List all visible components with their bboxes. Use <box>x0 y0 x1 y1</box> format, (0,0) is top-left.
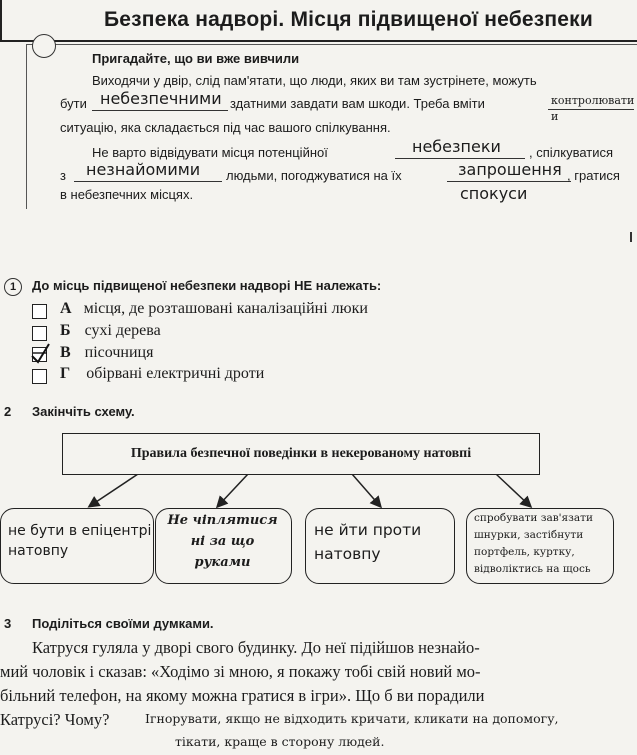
diagram-arrows <box>0 472 637 512</box>
answer-blank-5: запрошення <box>458 160 562 179</box>
option-g-checkbox[interactable] <box>32 369 47 384</box>
option-v-text: пісочниця <box>84 344 154 361</box>
option-b-text: сухі дерева <box>84 322 161 339</box>
node-4-line1: спробувати зав'язати <box>474 512 593 524</box>
node-2-line1: Не чіплятися <box>167 513 278 528</box>
answer-underline-5 <box>447 181 571 182</box>
question1-number: 1 <box>4 278 22 296</box>
recall-text-line5-mid: людьми, погоджуватися на їх <box>226 168 402 183</box>
node-1-line2: натовпу <box>8 543 69 559</box>
recall-text-line4-start: Не варто відвідувати місця потенційної <box>92 145 328 160</box>
title-divider <box>0 40 637 42</box>
node-1-line1: не бути в епіцентрі <box>8 523 152 539</box>
option-a-checkbox[interactable] <box>32 304 47 319</box>
margin-rule <box>0 0 2 40</box>
question1-text: До місць підвищеної небезпеки надворі НЕ належать: <box>32 278 382 293</box>
diagram-node-4-text <box>474 510 593 578</box>
story-line2: мий чоловік і сказав: «Ходімо зі мною, я покажу тобі свій новий мо- <box>0 662 481 681</box>
answer-underline-1 <box>92 110 228 111</box>
question2-number: 2 <box>4 404 12 419</box>
node-3-line2: натовпу <box>314 545 381 563</box>
recall-text-line2-end: здатними завдати вам шкоди. Треба вміти <box>230 96 485 111</box>
checkmark-icon <box>29 342 53 366</box>
story-line1: Катруся гуляла у дворі свого будинку. До неї підійшов незнайо- <box>32 638 480 657</box>
answer-blank-6: спокуси <box>460 184 528 203</box>
diagram-title: Правила безпечної поведінки в некерованому натовпі <box>62 433 540 475</box>
story-line4: Катрусі? Чому? <box>0 710 110 729</box>
option-a-letter: А <box>60 300 72 317</box>
option-g-letter: Г <box>60 365 71 382</box>
option-v-letter: В <box>60 344 71 361</box>
option-b <box>60 322 161 340</box>
node-2-line2: ні за що <box>190 534 255 549</box>
node-4-line2: шнурки, застібнути <box>474 529 584 541</box>
answer-blank-4: незнайомими <box>86 160 201 179</box>
option-b-checkbox[interactable] <box>32 326 47 341</box>
question3-number: 3 <box>4 616 12 631</box>
node-2-line3: руками <box>194 555 251 570</box>
answer-underline-3 <box>395 158 525 159</box>
answer-blank-2: контролювати <box>551 94 635 107</box>
diagram-node-3-text <box>314 518 421 566</box>
recall-text-line4-end: , спілкуватися <box>529 145 614 160</box>
question2-text: Закінчіть схему. <box>32 404 135 419</box>
answer-blank-2-suffix: и <box>551 110 559 123</box>
answer-line1: Ігнорувати, якщо не відходить кричати, кликати на допомогу, <box>145 711 559 726</box>
recall-text-line6: в небезпечних місцях. <box>60 187 194 202</box>
option-b-letter: Б <box>60 322 71 339</box>
recall-text-line5-start: з <box>60 168 66 183</box>
page-title: Безпека надворі. Місця підвищеної небезпеки <box>104 8 593 31</box>
node-3-line1: не йти проти <box>314 521 422 539</box>
answer-underline-2 <box>548 109 634 110</box>
edge-mark <box>630 232 632 242</box>
recall-text-line2-start: бути <box>60 96 87 111</box>
option-a-text: місця, де розташовані каналізаційні люки <box>83 300 368 317</box>
option-g-text: обірвані електричні дроти <box>86 365 265 382</box>
diagram-node-1-text <box>8 521 151 561</box>
recall-heading: Пригадайте, що ви вже вивчили <box>92 51 300 66</box>
answer-blank-3: небезпеки <box>412 137 501 156</box>
story-line3: більний телефон, на якому можна гратися в ігри». Що б ви порадили <box>0 686 485 705</box>
recall-text-line5-end: , гратися <box>567 168 620 183</box>
recall-text-line3: ситуацію, яка складається під час вашого спілкування. <box>60 120 391 135</box>
answer-underline-4 <box>74 181 222 182</box>
recall-text-line1: Виходячи у двір, слід пам'ятати, що люди, яких ви там зустрінете, можуть <box>92 73 537 88</box>
option-v <box>60 344 153 362</box>
diagram-node-2-text <box>155 510 290 573</box>
answer-blank-1: небезпечними <box>100 89 222 108</box>
option-g <box>60 365 264 383</box>
question3-text: Поділіться своїми думками. <box>32 616 214 631</box>
option-a <box>60 300 368 318</box>
recall-circle-icon <box>32 34 56 58</box>
node-4-line3: портфель, куртку, <box>474 546 575 558</box>
node-4-line4: відволіктись на щось <box>474 563 591 575</box>
answer-line2: тікати, краще в сторону людей. <box>175 734 385 749</box>
